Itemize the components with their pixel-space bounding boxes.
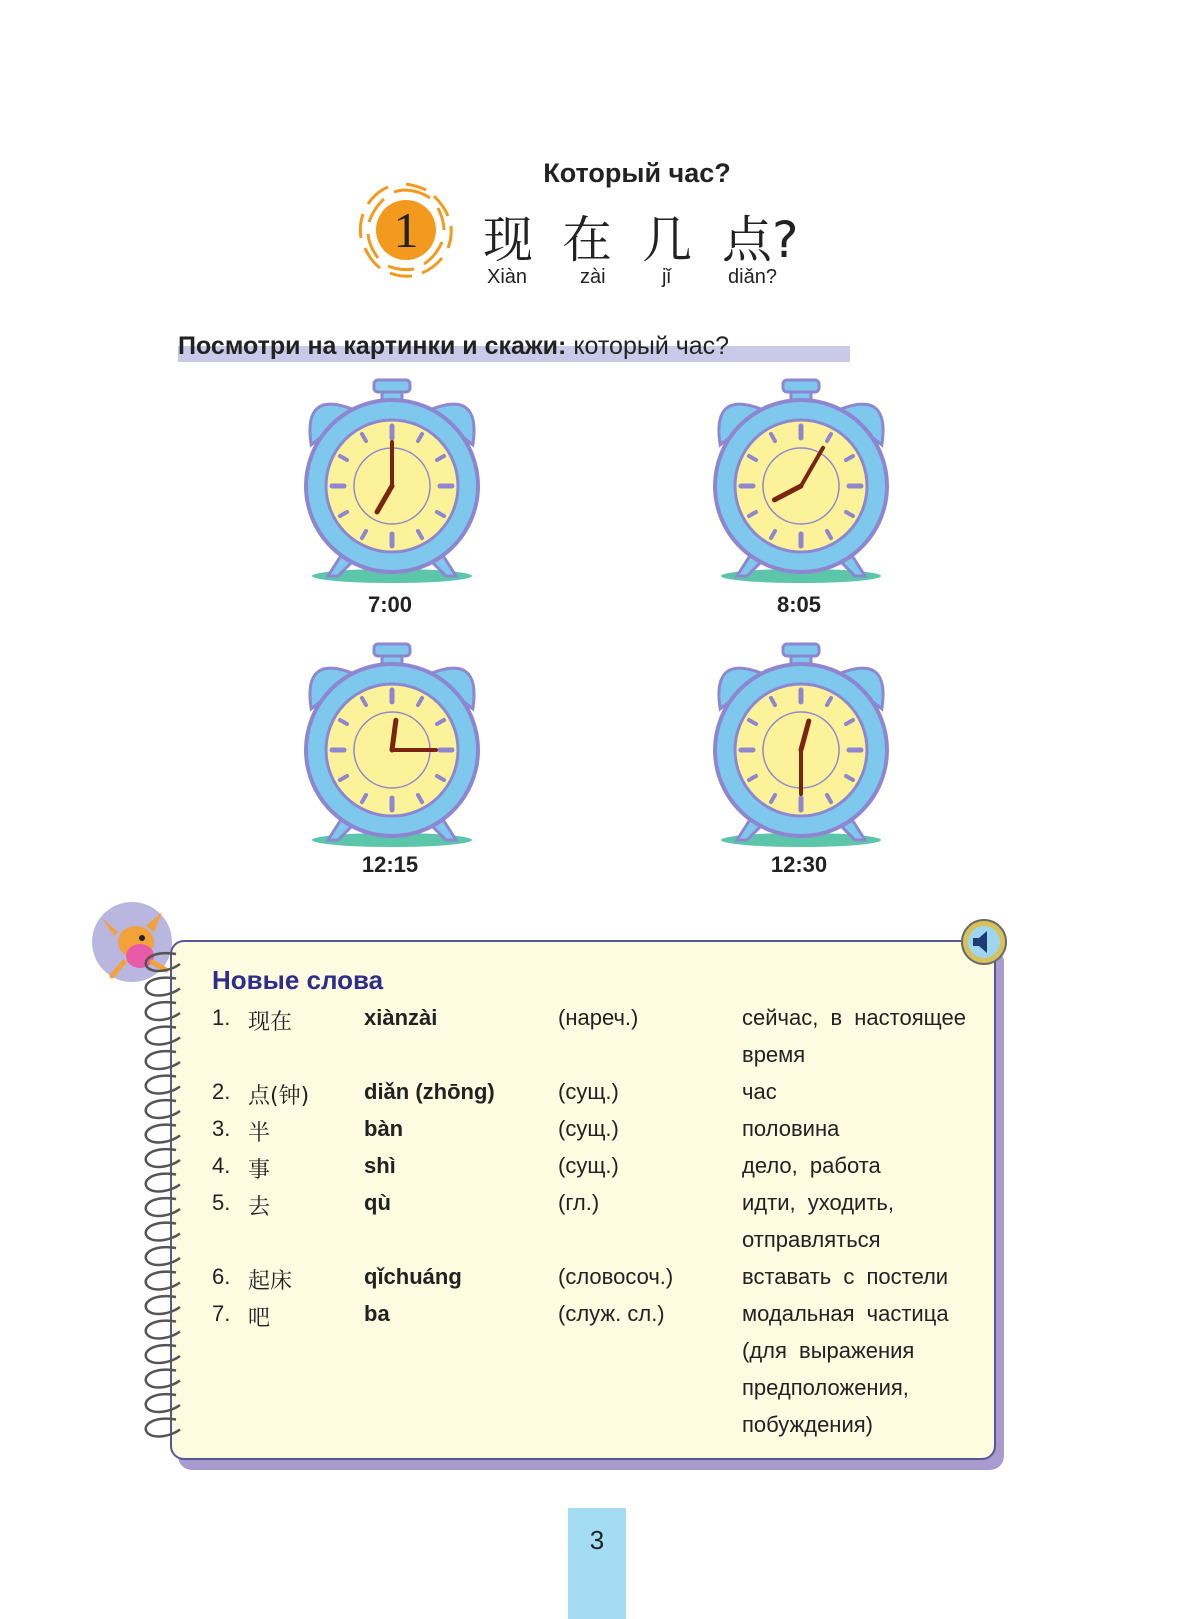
title-pinyin-3: jǐ (662, 266, 671, 288)
vocab-num: 3. (212, 1116, 231, 1141)
vocab-pinyin: xiànzài (364, 1005, 438, 1030)
vocab-pos: (гл.) (558, 1190, 600, 1215)
vocab-pos: (служ. сл.) (558, 1301, 665, 1326)
vocab-num: 6. (212, 1264, 231, 1289)
title-pinyin-2: zài (580, 266, 606, 288)
clock-time-label: 8:05 (776, 592, 822, 617)
title-pinyin-1: Xiàn (487, 266, 528, 288)
vocab-pinyin: diǎn (zhōng) (364, 1079, 495, 1104)
vocab-translation: дело, работа (742, 1153, 881, 1178)
vocab-pinyin: qǐchuáng (364, 1264, 462, 1289)
page-number: 3 (589, 1525, 605, 1555)
alarm-clock-icon (298, 642, 498, 852)
vocab-num: 2. (212, 1079, 231, 1104)
vocab-pinyin: qù (364, 1190, 391, 1215)
vocab-translation: идти, уходить, отправляться (742, 1190, 894, 1252)
vocab-num: 1. (212, 1005, 231, 1030)
vocab-pos: (нареч.) (558, 1005, 639, 1030)
vocab-pos: (сущ.) (558, 1153, 619, 1178)
vocabulary-heading: Новые слова (212, 965, 384, 995)
vocab-num: 5. (212, 1190, 231, 1215)
vocab-hanzi: 事 (248, 1158, 271, 1183)
clock-time-label: 7:00 (367, 592, 413, 617)
title-hanzi-3: 几 (642, 211, 692, 269)
vocab-num: 4. (212, 1153, 231, 1178)
vocab-hanzi: 半 (248, 1121, 271, 1146)
vocab-translation: час (742, 1079, 777, 1104)
lesson-number: 1 (393, 202, 419, 258)
vocab-pos: (словосоч.) (558, 1264, 674, 1289)
title-hanzi-2: 在 (562, 211, 612, 269)
vocab-pinyin: ba (364, 1301, 390, 1326)
vocab-hanzi: 现在 (248, 1010, 293, 1035)
title-hanzi-4: 点? (722, 211, 799, 269)
vocab-pinyin: bàn (364, 1116, 404, 1141)
clock-time-label: 12:30 (770, 852, 828, 877)
vocab-translation: сейчас, в настоящее время (742, 1005, 966, 1067)
vocab-hanzi: 吧 (248, 1306, 271, 1331)
vocab-translation: вставать с постели (742, 1264, 949, 1289)
vocab-translation: половина (742, 1116, 840, 1141)
vocab-pos: (сущ.) (558, 1079, 619, 1104)
instruction-normal: который час? (573, 332, 730, 360)
instruction-bold: Посмотри на картинки и скажи: (178, 332, 567, 360)
speaker-icon[interactable] (960, 918, 1008, 966)
alarm-clock-icon (707, 642, 907, 852)
spiral-binding-icon (136, 948, 188, 1448)
alarm-clock-icon (707, 378, 907, 588)
vocab-num: 7. (212, 1301, 231, 1326)
vocab-hanzi: 起床 (248, 1269, 293, 1294)
lesson-subtitle: Который час? (543, 158, 731, 188)
vocab-pinyin: shì (364, 1153, 396, 1178)
title-pinyin-4: diǎn? (728, 266, 777, 288)
vocab-pos: (сущ.) (558, 1116, 619, 1141)
clock-time-label: 12:15 (361, 852, 419, 877)
vocab-translation: модальная частица (для выражения предположения, побуждения) (742, 1301, 949, 1437)
title-hanzi-1: 现 (483, 211, 533, 269)
vocab-hanzi: 去 (248, 1195, 271, 1220)
instruction (178, 332, 729, 361)
alarm-clock-icon (298, 378, 498, 588)
vocab-hanzi: 点(钟) (248, 1084, 310, 1109)
